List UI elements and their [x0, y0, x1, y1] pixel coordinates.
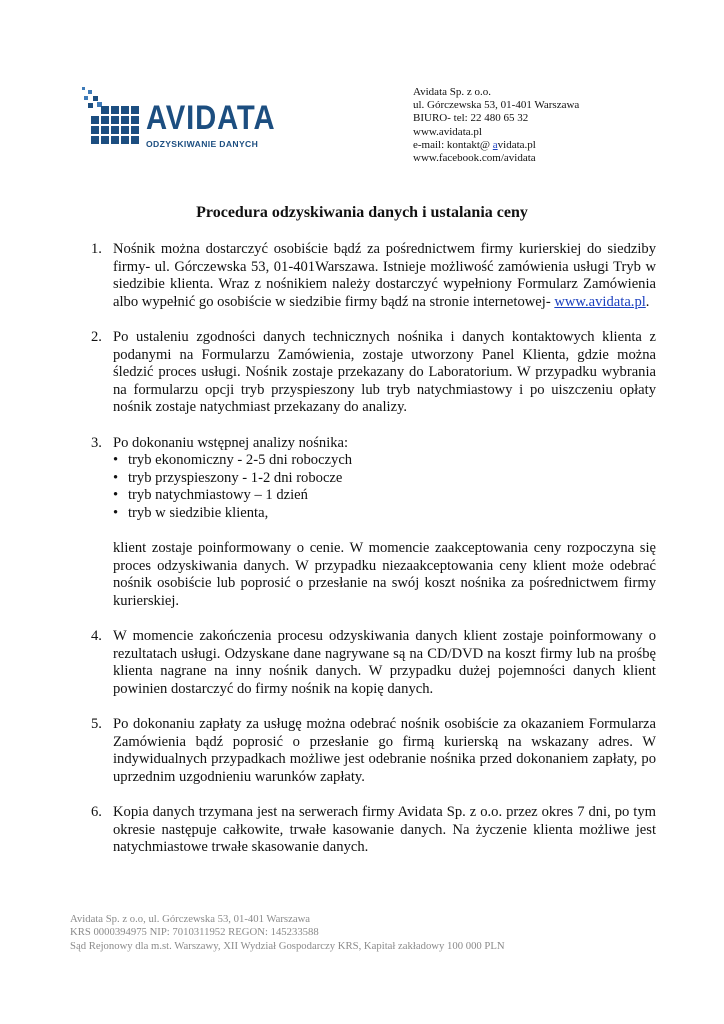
procedure-item-2: [84, 329, 656, 417]
procedure-item-1: [84, 241, 656, 311]
item-number: 1.: [91, 241, 102, 257]
contact-facebook[interactable]: www.facebook.com/avidata: [413, 152, 536, 165]
item-2-text: Po ustaleniu zgodności danych technicznych nośnika i danych kontaktowych klienta z podanymi na Formularzu Zamówienia, zostaje utworzony Panel Klienta, gdzie można śledzić proces usługi. Nośnik zostaje przekazany do Laboratorium. W przypadku wybrania na formularzu opcji tryb przyspieszony lub tryb natychmiastowy i po uiszczeniu opłaty nośnik zostaje natychmiast przekazany do analizy.: [113, 328, 656, 416]
service-modes-list: [113, 452, 656, 522]
item-number: 6.: [91, 804, 102, 820]
item-3-intro: Po dokonaniu wstępnej analizy nośnika:: [113, 434, 349, 451]
procedure-item-4: [84, 628, 656, 698]
item-5-text: Po dokonaniu zapłaty za usługę można odebrać nośnik osobiście za okazaniem Formularza Zamówienia bądź poprosić o przesłanie go firmą kurierską na wskazany adres. W indywidualnych przypadkach możliwe jest odebranie nośnika przed dokonaniem zapłaty, po uprzednim uzgodnieniu warunków zapłaty.: [113, 716, 656, 785]
logo-brand-text: AVIDATA: [146, 99, 276, 137]
mode-express: • tryb przyspieszony - 1-2 dni robocze: [113, 470, 656, 488]
contact-block: [413, 86, 579, 165]
contact-address: ul. Górczewska 53, 01-401 Warszawa: [413, 99, 580, 112]
contact-email-suffix: vidata.pl: [497, 138, 536, 151]
mode-economy: • tryb ekonomiczny - 2-5 dni roboczych: [113, 452, 656, 470]
logo-tagline: ODZYSKIWANIE DANYCH: [146, 139, 259, 149]
procedure-item-3: [84, 435, 656, 611]
contact-website[interactable]: www.avidata.pl: [413, 125, 482, 138]
document-title: Procedura odzyskiwania danych i ustalania ceny: [196, 204, 528, 221]
page-footer: [70, 913, 505, 953]
item-1-tail: .: [645, 293, 650, 310]
contact-email-link-char[interactable]: a: [492, 138, 498, 151]
footer-line-1: Avidata Sp. z o.o, ul. Górczewska 53, 01-401 Warszawa: [70, 913, 311, 925]
procedure-item-5: [84, 716, 656, 786]
contact-phone: BIURO- tel: 22 480 65 32: [413, 112, 529, 125]
mode-immediate: • tryb natychmiastowy – 1 dzień: [113, 487, 656, 505]
procedure-list: [84, 241, 656, 874]
item-6-text: Kopia danych trzymana jest na serwerach firmy Avidata Sp. z o.o. przez okres 7 dni, po tym okresie następuje całkowite, trwałe kasowanie danych. Na życzenie klienta możliwe jest natychmiastowe trwałe skasowanie danych.: [113, 804, 656, 856]
item-text: [113, 241, 656, 311]
item-4-text: W momencie zakończenia procesu odzyskiwania danych klient zostaje poinformowany o rezultatach usługi. Odzyskane dane nagrywane są na CD/DVD na koszt firmy lub na prośbę klienta nagrane na inny nośnik danych. W przypadku dużej pojemności danych klient powinien dostarczyć do firmy nośnik na kopię danych.: [113, 628, 656, 697]
item-number: 4.: [91, 628, 102, 645]
item-number: 2.: [91, 328, 102, 345]
mode-onsite: • tryb w siedzibie klienta,: [113, 505, 656, 523]
contact-company: Avidata Sp. z o.o.: [413, 86, 492, 98]
procedure-item-6: [84, 804, 656, 857]
contact-email-prefix: e-mail: kontakt@: [413, 138, 493, 151]
website-link[interactable]: www.avidata.pl: [554, 293, 646, 310]
item-1-text: Nośnik można dostarczyć osobiście bądź za pośrednictwem firmy kurierskiej do siedziby firmy- ul. Górczewska 53, 01-401Warszawa. Istnieje możliwość zamówienia usługi Tryb w siedzibie klienta. Wraz z nośnikiem należy dostarczyć wypełniony Formularz Zamówienia albo wypełnić go osobiście w siedzibie firmy bądź na stronie internetowej-: [113, 241, 656, 310]
footer-line-2: KRS 0000394975 NIP: 7010311952 REGON: 145233588: [70, 926, 319, 939]
item-3-after: klient zostaje poinformowany o cenie. W momencie zaakceptowania ceny rozpoczyna się proces odzyskiwania danych. W przypadku niezaakceptowania ceny klient może odebrać nośnik osobiście lub poprosić o przesłanie na swój koszt nośnika za pośrednictwem firmy kurierskiej.: [113, 540, 656, 609]
contact-email[interactable]: [413, 139, 579, 152]
item-number: 5.: [91, 716, 102, 733]
footer-line-3: Sąd Rejonowy dla m.st. Warszawy, XII Wydział Gospodarczy KRS, Kapitał zakładowy 100 000 PLN: [70, 939, 505, 952]
item-number: 3.: [91, 434, 102, 451]
